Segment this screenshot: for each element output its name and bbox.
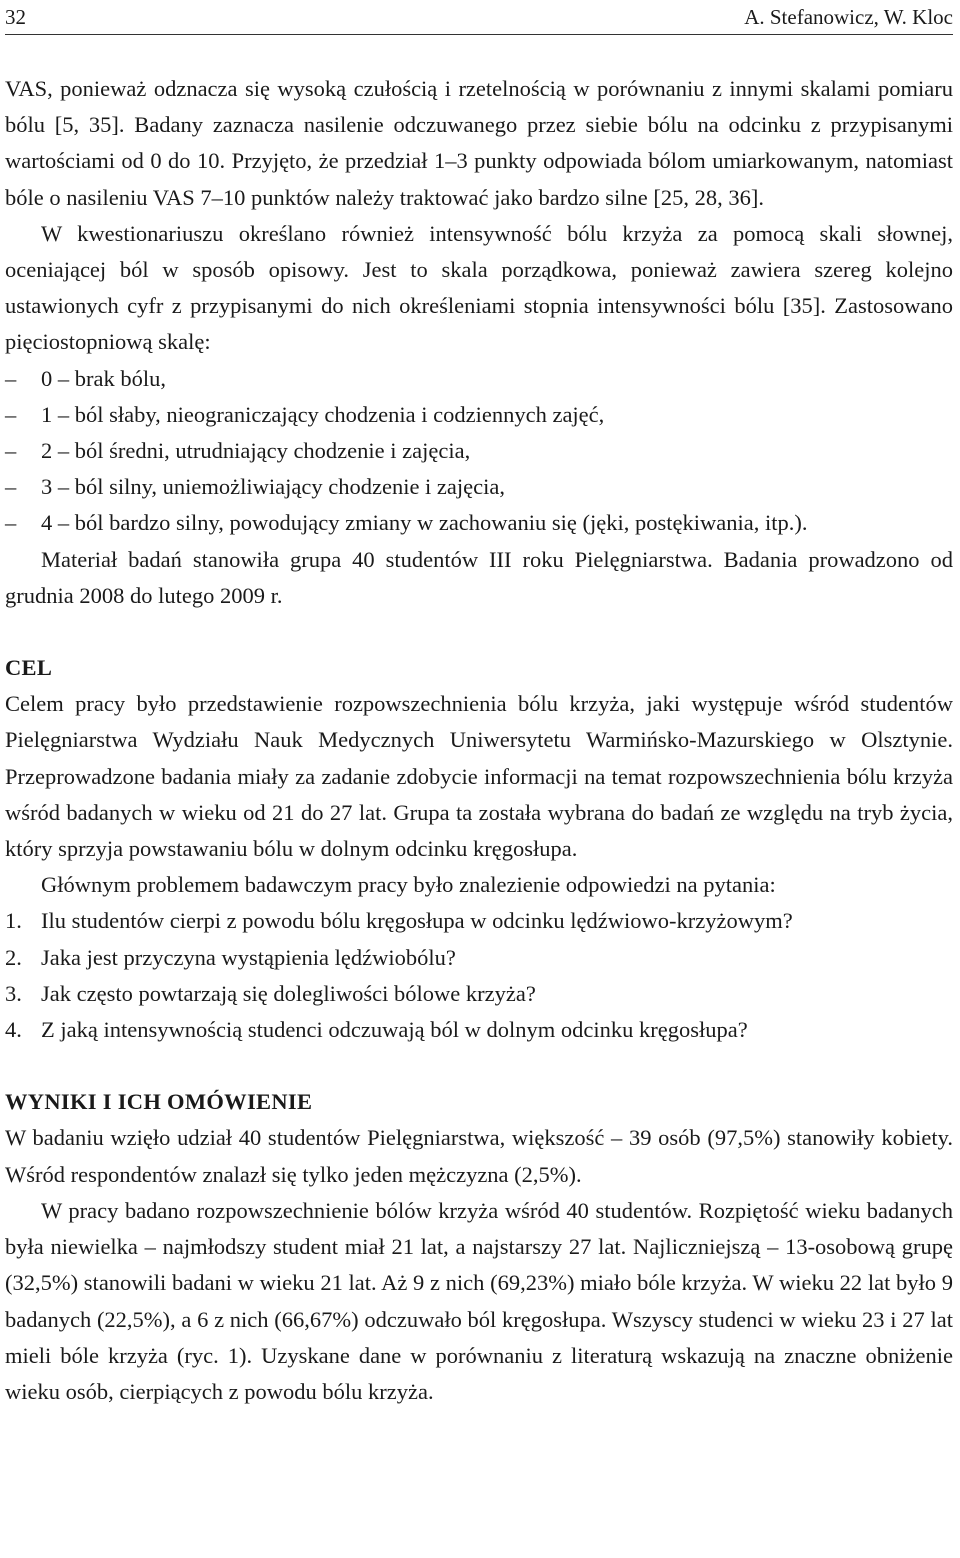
paragraph-material: Materiał badań stanowiła grupa 40 studentów III roku Pielęgniarstwa. Badania prowadzono od grudnia 2008 do lutego 2009 r. <box>5 546 953 608</box>
methods-continuation <box>5 71 953 614</box>
paragraph-aim: Celem pracy było przedstawienie rozpowszechnienia bólu krzyża, jaki występuje wśród studentów Pielęgniarstwa Wydziału Nauk Medycznych Uniwersytetu Warmińsko-Mazurskiego w Olsztynie. Przeprowadzone badania miały za zadanie zdobycie informacji na temat rozpowszechnienia bólu krzyża wśród badanych w wieku od 21 do 27 lat. Grupa ta została wybrana do badań ze względu na tryb życia, który sprzyja powstawaniu bólu w dolnym odcinku kręgosłupa. <box>5 691 953 862</box>
list-item: 1. Ilu studentów cierpi z powodu bólu kręgosłupa w odcinku lędźwiowo-krzyżowym? <box>5 908 793 934</box>
list-item: – 4 – ból bardzo silny, powodujący zmiany w zachowaniu się (jęki, postękiwania, itp.). <box>5 505 953 541</box>
paragraph-research-problem: Głównym problemem badawczym pracy było znalezienie odpowiedzi na pytania: <box>41 872 776 898</box>
pain-scale-list <box>5 361 953 542</box>
paragraph-vas: VAS, ponieważ odznacza się wysoką czułością i rzetelnością w porównaniu z innymi skalami pomiaru bólu [5, 35]. Badany zaznacza nasilenie odczuwanego przez siebie bólu na odcinku z przypisanymi wartościami od 0 do 10. Przyjęto, że przedział 1–3 punkty odpowiada bólom umiarkowanym, natomiast bóle o nasileniu VAS 7–10 punktów należy traktować jako bardzo silne [25, 28, 36]. <box>5 76 953 210</box>
list-item: – 3 – ból silny, uniemożliwiający chodzenie i zajęcia, <box>5 469 953 505</box>
page-header <box>5 0 953 35</box>
research-questions-list <box>5 903 953 1048</box>
page-number: 32 <box>5 5 26 29</box>
list-item: – 1 – ból słaby, nieograniczający chodzenia i codziennych zajęć, <box>5 397 953 433</box>
section-heading-cel: CEL <box>5 655 53 681</box>
list-item: – 2 – ból średni, utrudniający chodzenie i zajęcia, <box>5 433 953 469</box>
section-wyniki <box>5 1084 953 1410</box>
section-cel <box>5 650 953 1048</box>
list-item: 2. Jaka jest przyczyna wystąpienia lędźwiobólu? <box>5 944 456 970</box>
section-heading-wyniki: WYNIKI I ICH OMÓWIENIE <box>5 1089 313 1115</box>
paragraph-participants: W badaniu wzięło udział 40 studentów Pielęgniarstwa, większość – 39 osób (97,5%) stanowiły kobiety. Wśród respondentów znalazł się tylko jeden mężczyzna (2,5%). <box>5 1125 953 1187</box>
list-item: 3. Jak często powtarzają się dolegliwości bólowe krzyża? <box>5 980 536 1006</box>
list-item: 4. Z jaką intensywnością studenci odczuwają ból w dolnym odcinku kręgosłupa? <box>5 1017 748 1043</box>
running-head-authors: A. Stefanowicz, W. Kloc <box>744 5 953 29</box>
paragraph-prevalence: W pracy badano rozpowszechnienie bólów krzyża wśród 40 studentów. Rozpiętość wieku badanych była niewielka – najmłodszy student miał 21 lat, a najstarszy 27 lat. Najliczniejszą – 13-osobową grupę (32,5%) stanowili badani w wieku 21 lat. Aż 9 z nich (69,23%) miało bóle krzyża. W wieku 22 lat było 9 badanych (22,5%), a 6 z nich (66,67%) odczuwało ból kręgosłupa. Wszyscy studenci w wieku 23 i 27 lat mieli bóle krzyża (ryc. 1). Uzyskane dane w porównaniu z literaturą wskazują na znaczne obniżenie wieku osób, cierpiących z powodu bólu krzyża. <box>5 1197 953 1404</box>
paragraph-verbal-scale: W kwestionariuszu określano również intensywność bólu krzyża za pomocą skali słownej, oceniającej ból w sposób opisowy. Jest to skala porządkowa, ponieważ zawiera szereg kolejno ustawionych cyfr z przypisanymi do nich określeniami stopnia intensywności bólu [35]. Zastosowano pięciostopniową skalę: <box>5 220 953 355</box>
list-item: – 0 – brak bólu, <box>5 361 953 397</box>
document-page <box>5 0 953 1410</box>
